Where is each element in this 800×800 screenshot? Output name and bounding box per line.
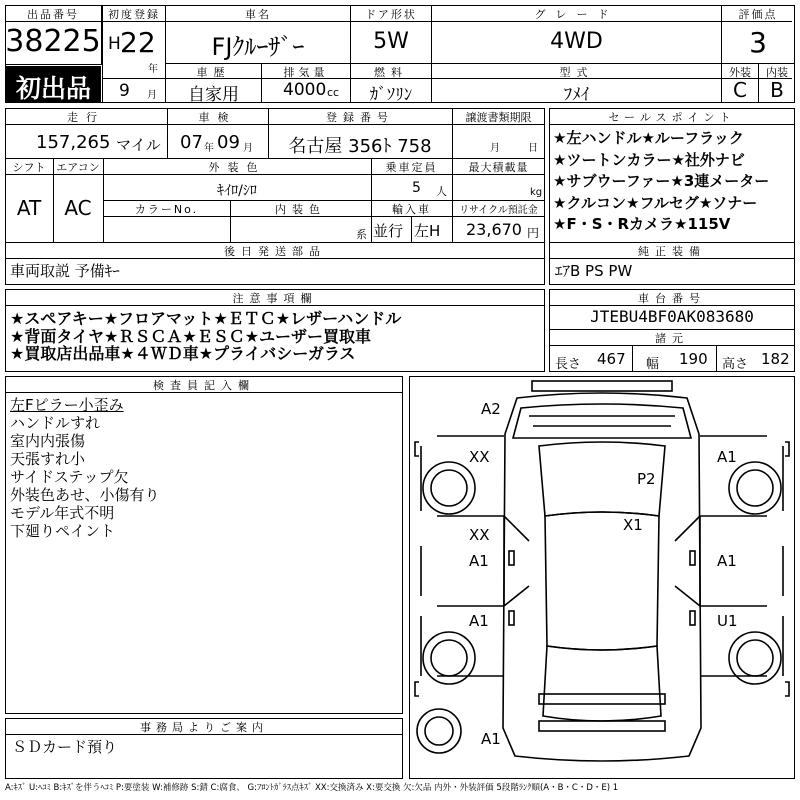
interior-label: 内装 xyxy=(766,66,788,79)
inspection-month-unit: 月 xyxy=(243,143,253,154)
registration-number: 名古屋 356ﾄ 758 xyxy=(288,136,432,157)
history-label: 車歴 xyxy=(196,66,231,79)
car-name: FJｸﾙｰｻﾞｰ xyxy=(211,33,305,61)
mileage: 157,265 xyxy=(36,132,111,153)
inspection-year-unit: 年 xyxy=(204,143,214,154)
damage-mark: A1 xyxy=(469,552,489,570)
inspection-year: 07 xyxy=(180,132,203,153)
first-reg-label: 初度登録 xyxy=(108,8,160,21)
sales-point-item: ★サブウーファー★3連メーター xyxy=(553,172,770,190)
inspector-item: 室内内張傷 xyxy=(10,432,86,450)
transfer-month-unit: 月 xyxy=(490,143,500,154)
lot-number: 38225 xyxy=(5,24,101,59)
first-reg-month: 9 xyxy=(119,81,130,101)
damage-mark: A1 xyxy=(481,730,501,748)
chassis-label: 車台番号 xyxy=(638,292,706,305)
displacement: 4000 xyxy=(283,80,327,100)
ac-label: エアコン xyxy=(56,161,100,174)
height: 182 xyxy=(761,350,790,368)
inspection-month: 09 xyxy=(217,132,240,153)
grade-label: グレード xyxy=(534,8,619,21)
length: 467 xyxy=(597,350,626,368)
damage-mark: XX xyxy=(469,448,490,466)
exterior-color: ｷｲﾛ/ｼﾛ xyxy=(217,183,257,199)
shift-label: シフト xyxy=(12,161,46,174)
first-reg-year: 22 xyxy=(120,26,156,59)
sales-point-item: ★クルコン★フルセグ★ソナー xyxy=(553,193,758,212)
year-unit: 年 xyxy=(148,64,158,75)
car-diagram xyxy=(409,376,795,779)
color-no-label: カラーNo. xyxy=(134,203,199,216)
inspector-list xyxy=(10,396,160,540)
load-unit: kg xyxy=(530,187,543,198)
equipment-label: 純正装備 xyxy=(638,245,706,258)
recycle-label: リサイクル預託金 xyxy=(459,205,538,216)
chassis-number: JTEBU4BF0AK083680 xyxy=(590,307,754,326)
month-unit: 月 xyxy=(147,90,157,101)
damage-mark: U1 xyxy=(717,612,738,630)
import-label: 輸入車 xyxy=(392,203,431,216)
fuel-label: 燃料 xyxy=(374,66,408,79)
damage-mark: A1 xyxy=(717,552,737,570)
inspector-item: ハンドルすれ xyxy=(10,414,101,432)
capacity-label: 乗車定員 xyxy=(385,161,438,174)
inspector-item: 下廻りペイント xyxy=(10,522,116,540)
grade: 4WD xyxy=(550,29,603,54)
inspection-label: 車検 xyxy=(198,111,237,124)
office-label: 事務局よりご案内 xyxy=(140,721,268,734)
note-item: ★背面タイヤ★ＲＳＣＡ★ＥＳＣ★ユーザー買取車 xyxy=(10,326,372,346)
load-label: 最大積載量 xyxy=(468,161,529,174)
inspector-item: 左Fピラー小歪み xyxy=(10,396,124,414)
interior-grade: B xyxy=(770,78,784,102)
lot-number-label: 出品番号 xyxy=(27,8,79,21)
sales-points-label: セールスポイント xyxy=(608,111,736,124)
inspector-item: サイドステップ欠 xyxy=(10,468,129,486)
sales-point-item: ★ツートンカラー★社外ナビ xyxy=(553,150,745,169)
handle-side: 左H xyxy=(414,222,441,240)
history: 自家用 xyxy=(188,85,239,105)
note-item: ★スペアキー★フロアマット★ＥＴＣ★レザーハンドル xyxy=(10,309,402,328)
door-label: ドア形状 xyxy=(365,8,417,21)
note-item: ★買取店出品車★４ＷＤ車★プライバシーガラス xyxy=(10,344,356,363)
registration-label: 登録番号 xyxy=(326,111,394,124)
width-label: 幅 xyxy=(646,357,660,372)
mileage-label: 走行 xyxy=(67,111,105,124)
model-label: 型式 xyxy=(559,66,594,79)
model: ﾌﾒｲ xyxy=(563,85,590,105)
recycle-fee: 23,670 xyxy=(466,220,522,239)
office-message: ＳＤカード預り xyxy=(12,738,118,756)
ac: AC xyxy=(64,196,92,220)
displacement-unit: cc xyxy=(327,86,340,99)
damage-mark: A2 xyxy=(481,400,501,418)
spec-label: 諸元 xyxy=(655,332,689,345)
height-label: 高さ xyxy=(722,357,749,372)
inspector-item: 天張すれ小 xyxy=(10,450,86,468)
door-type: 5W xyxy=(373,29,409,54)
transfer-day-unit: 日 xyxy=(528,143,538,154)
damage-mark: A1 xyxy=(469,612,489,630)
damage-mark: P2 xyxy=(637,470,656,488)
era: H xyxy=(108,34,121,54)
first-listing-text: 初出品 xyxy=(15,74,91,103)
inspector-item: 外装色あせ、小傷有り xyxy=(10,486,160,504)
accessories-label: 後日発送部品 xyxy=(224,245,326,258)
capacity-unit: 人 xyxy=(436,185,447,198)
color-label: 外装色 xyxy=(208,161,266,174)
exterior-label: 外装 xyxy=(729,66,751,79)
damage-mark: A1 xyxy=(717,448,737,466)
exterior-grade: C xyxy=(733,78,747,102)
car-name-label: 車名 xyxy=(245,8,271,21)
score-label: 評価点 xyxy=(738,8,778,21)
sales-points-list xyxy=(553,130,793,234)
transfer-label: 譲渡書類期限 xyxy=(465,111,532,124)
mileage-unit: マイル xyxy=(116,136,161,154)
fuel: ｶﾞｿﾘﾝ xyxy=(369,85,413,105)
legend: A:ｷｽﾞ U:ﾍｺﾐ B:ｷｽﾞを伴うﾍｺﾐ P:要塗装 W:補修跡 S:錆 C:腐食、 G:ﾌﾛﾝﾄｶﾞﾗｽ点ｷｽﾞ XX:交換済み X:要交換 欠:欠品 内外・外装評価 5段階ﾗﾝｸ順(A・B・C・D・E) 1 xyxy=(5,783,619,793)
interior-color-unit: 系 xyxy=(356,228,367,241)
import-type: 並行 xyxy=(373,222,404,240)
notes-label: 注意事項欄 xyxy=(232,292,318,305)
length-label: 長さ xyxy=(555,357,582,372)
inspector-item: モデル年式不明 xyxy=(10,504,115,522)
displacement-label: 排気量 xyxy=(283,66,329,79)
sales-point-item: ★F・S・Rカメラ★115V xyxy=(553,215,731,233)
accessories: 車両取説 予備ｷｰ xyxy=(10,262,120,280)
notes-list xyxy=(10,310,401,363)
shift: AT xyxy=(16,196,42,220)
capacity: 5 xyxy=(412,180,421,196)
damage-mark: XX xyxy=(469,526,490,544)
damage-mark: X1 xyxy=(623,516,643,534)
inspector-label: 検査員記入欄 xyxy=(153,379,255,392)
width: 190 xyxy=(679,350,708,368)
score: 3 xyxy=(749,26,767,59)
recycle-unit: 円 xyxy=(527,226,540,240)
equipment: ｴｱB PS PW xyxy=(555,262,633,280)
interior-color-label: 内装色 xyxy=(275,203,326,216)
sales-point-item: ★左ハンドル★ルーフラック xyxy=(553,129,744,147)
